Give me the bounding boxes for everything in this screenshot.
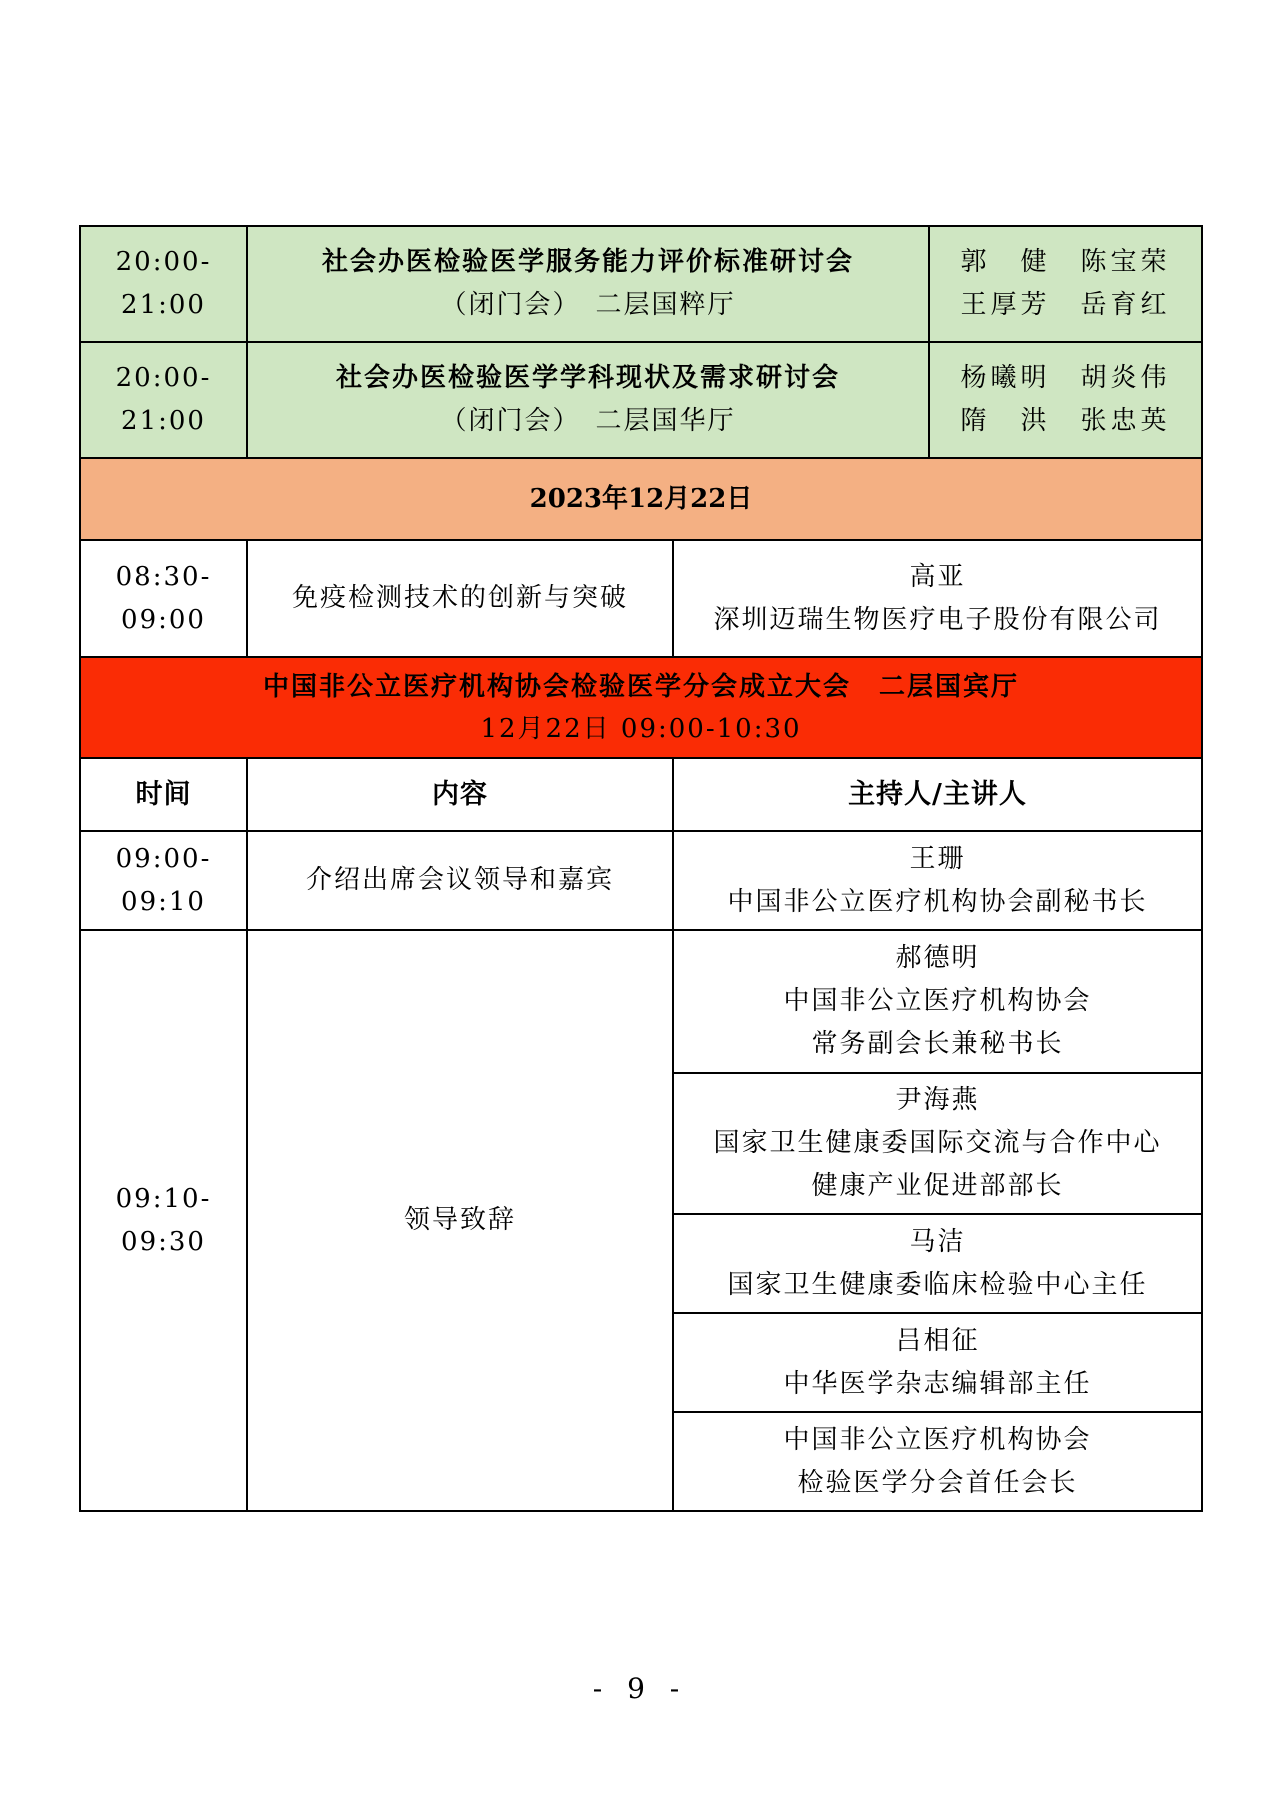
speaker-title: 检验医学分会首任会长: [797, 1467, 1078, 1498]
session-title: 社会办医检验医学学科现状及需求研讨会: [336, 363, 841, 393]
speaker-title: 中国非公立医疗机构协会: [783, 986, 1092, 1016]
speaker-cell: [673, 1214, 1202, 1313]
column-header-content: 内容: [247, 758, 673, 831]
speaker-title: 常务副会长兼秘书长: [811, 1029, 1064, 1059]
session-content: [247, 226, 929, 342]
speaker-name: 郝德明: [895, 943, 980, 973]
host-title: 中国非公立医疗机构协会副秘书长: [727, 886, 1148, 917]
host-names: 杨曦明 胡炎伟: [960, 363, 1171, 393]
session-hosts: [929, 342, 1202, 458]
speaker-name: 高亚: [909, 561, 966, 592]
speaker-name: 马洁: [909, 1226, 966, 1257]
agenda-table: [79, 225, 1203, 1512]
date-header: 2023年12月22日: [80, 458, 1202, 540]
table-row: [80, 540, 1202, 657]
talk-time: 08:30-09:00: [80, 540, 247, 657]
speaker-cell: [673, 1313, 1202, 1412]
item-time: 09:00-09:10: [80, 831, 247, 930]
speaker-cell: [673, 1073, 1202, 1214]
conference-time: 12月22日 09:00-10:30: [480, 713, 802, 744]
agenda-sheet: [79, 225, 1201, 1512]
speaker-cell: [673, 930, 1202, 1073]
session-time: 20:00-21:00: [80, 342, 247, 458]
conference-banner-row: [80, 657, 1202, 758]
speaker-title: 中华医学杂志编辑部主任: [783, 1368, 1092, 1399]
speaker-title: 健康产业促进部部长: [811, 1171, 1064, 1201]
item-time: 09:10-09:30: [80, 930, 247, 1511]
column-header-row: [80, 758, 1202, 831]
table-row: [80, 342, 1202, 458]
talk-speaker: [673, 540, 1202, 657]
speaker-title: 国家卫生健康委临床检验中心主任: [727, 1269, 1148, 1300]
talk-content: 免疫检测技术的创新与突破: [247, 540, 673, 657]
speaker-title: 国家卫生健康委国际交流与合作中心: [713, 1128, 1162, 1158]
speaker-org: 深圳迈瑞生物医疗电子股份有限公司: [713, 604, 1162, 635]
session-location: （闭门会） 二层国华厅: [440, 406, 736, 436]
conference-title: 中国非公立医疗机构协会检验医学分会成立大会 二层国宾厅: [263, 671, 1020, 702]
page-number: - 9 -: [592, 1672, 688, 1705]
conference-banner: [80, 657, 1202, 758]
host-name: 王珊: [909, 843, 966, 874]
item-content: 介绍出席会议领导和嘉宾: [247, 831, 673, 930]
session-hosts: [929, 226, 1202, 342]
table-row: [80, 831, 1202, 930]
session-title: 社会办医检验医学服务能力评价标准研讨会: [322, 247, 855, 277]
item-content: 领导致辞: [247, 930, 673, 1511]
column-header-time: 时间: [80, 758, 247, 831]
session-location: （闭门会） 二层国粹厅: [440, 290, 736, 320]
session-content: [247, 342, 929, 458]
column-header-host: 主持人/主讲人: [673, 758, 1202, 831]
speaker-name: 吕相征: [895, 1325, 980, 1356]
table-row: [80, 226, 1202, 342]
item-host: [673, 831, 1202, 930]
host-names: 王厚芳 岳育红: [960, 290, 1171, 320]
speaker-title: 中国非公立医疗机构协会: [783, 1424, 1092, 1455]
session-time: 20:00-21:00: [80, 226, 247, 342]
speaker-name: 尹海燕: [895, 1085, 980, 1115]
host-names: 郭 健 陈宝荣: [960, 247, 1171, 277]
date-header-row: [80, 458, 1202, 540]
host-names: 隋 洪 张忠英: [960, 406, 1171, 436]
speaker-cell: [673, 1412, 1202, 1511]
table-row: [80, 930, 1202, 1073]
